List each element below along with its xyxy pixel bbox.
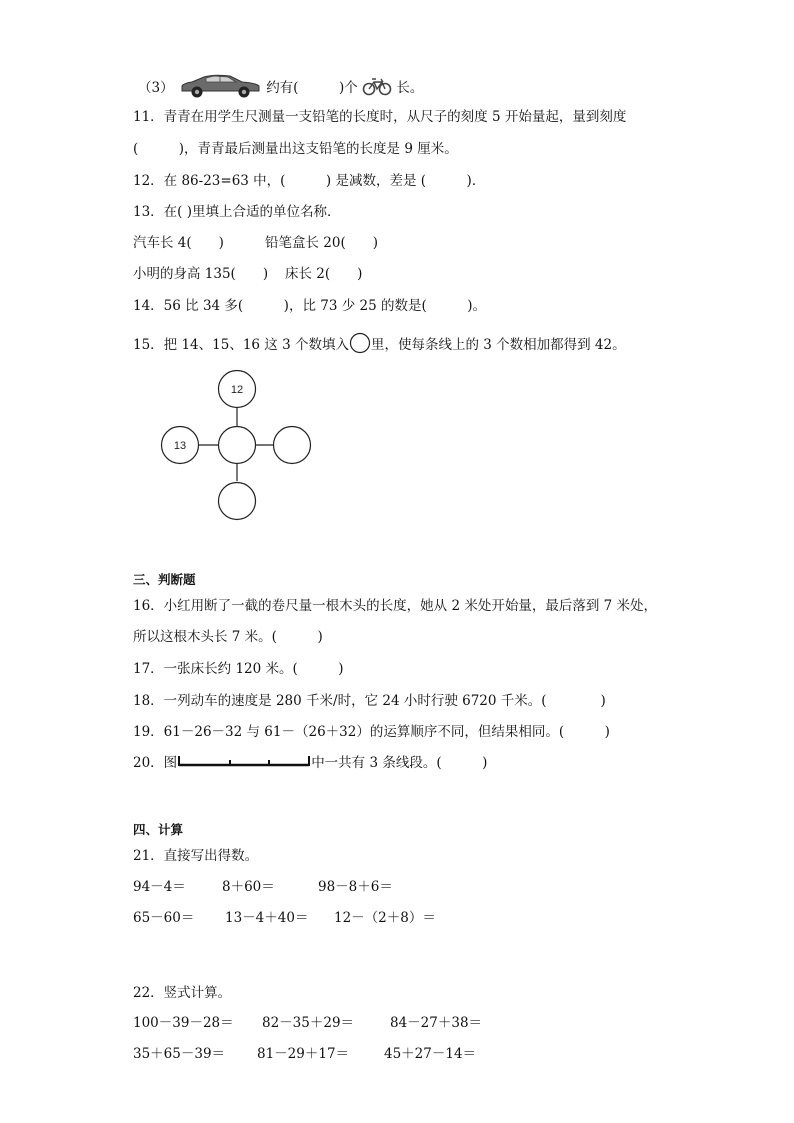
q20-after: 中一共有 3 条线段。( ) <box>311 755 488 771</box>
q22-item: 35＋65－39＝ <box>133 1046 226 1062</box>
q13-item: 铅笔盒长 20( ) <box>265 235 379 251</box>
q13-item: 床长 2( ) <box>285 266 363 282</box>
q10-suffix: 长。 <box>396 80 424 96</box>
cross-diagram <box>155 362 325 532</box>
q15-after: 里，使每条线上的 3 个数相加都得到 42。 <box>370 337 626 353</box>
q13-item: 小明的身高 135( ) <box>133 266 269 282</box>
q16-line2: 所以这根木头长 7 米。( ) <box>133 629 323 645</box>
q20-line <box>133 754 487 773</box>
segment-figure <box>177 754 311 773</box>
q22-item: 81－29＋17＝ <box>257 1046 350 1062</box>
q21-item: 8＋60＝ <box>222 879 275 895</box>
section3-title: 三、判断题 <box>133 572 196 587</box>
q22-item: 82－35＋29＝ <box>262 1015 355 1031</box>
q15-line <box>133 332 626 359</box>
q21-item: 65－60＝ <box>133 910 195 926</box>
top-circle-number: 12 <box>230 384 244 396</box>
q21-item: 94－4＝ <box>133 879 186 895</box>
center-circle[interactable] <box>219 427 256 464</box>
q22-item: 45＋27－14＝ <box>384 1046 477 1062</box>
q11-line2: ( )，青青最后测量出这支铅笔的长度是 9 厘米。 <box>133 141 458 157</box>
section4-title: 四、计算 <box>133 822 184 837</box>
q21-title: 21．直接写出得数。 <box>133 848 259 864</box>
q22-item: 84－27＋38＝ <box>390 1015 483 1031</box>
right-circle[interactable] <box>274 427 311 464</box>
q22-item: 100－39－28＝ <box>133 1015 234 1031</box>
q11-line1: 11．青青在用学生尺测量一支铅笔的长度时，从尺子的刻度 5 开始量起，量到刻度 <box>133 109 627 125</box>
q21-item: 98－8＋6＝ <box>318 879 393 895</box>
q20-before: 20．图 <box>133 755 178 771</box>
q17-text: 17．一张床长约 120 米。( ) <box>133 661 344 677</box>
q22-title: 22．竖式计算。 <box>133 985 232 1001</box>
bottom-circle[interactable] <box>219 483 256 520</box>
q13-title: 13．在( )里填上合适的单位名称． <box>133 204 341 220</box>
q12-text: 12．在 86-23=63 中，( ) 是减数，差是 ( )． <box>133 173 486 189</box>
q13-item: 汽车长 4( ) <box>133 235 224 251</box>
bicycle-icon <box>362 76 392 101</box>
left-circle-number: 13 <box>173 440 187 452</box>
q10-line <box>138 73 423 104</box>
q21-item: 13－4＋40＝ <box>225 910 309 926</box>
q18-text: 18．一列动车的速度是 280 千米/时，它 24 小时行驶 6720 千米。( ) <box>133 693 606 709</box>
circle-icon <box>349 332 371 359</box>
car-icon <box>178 73 262 104</box>
q15-before: 15．把 14、15、16 这 3 个数填入 <box>133 337 349 353</box>
q19-text: 19．61－26－32 与 61－（26＋32）的运算顺序不同，但结果相同。( ) <box>133 724 610 740</box>
q16-line1: 16．小红用断了一截的卷尺量一根木头的长度，她从 2 米处开始量，最后落到 7 米处， <box>133 598 658 614</box>
q10-mid: 约有( )个 <box>266 80 358 96</box>
q14-text: 14．56 比 34 多( )，比 73 少 25 的数是( )。 <box>133 298 486 314</box>
q10-prefix: （3） <box>138 80 174 96</box>
q21-item: 12－（2＋8）＝ <box>334 910 436 926</box>
